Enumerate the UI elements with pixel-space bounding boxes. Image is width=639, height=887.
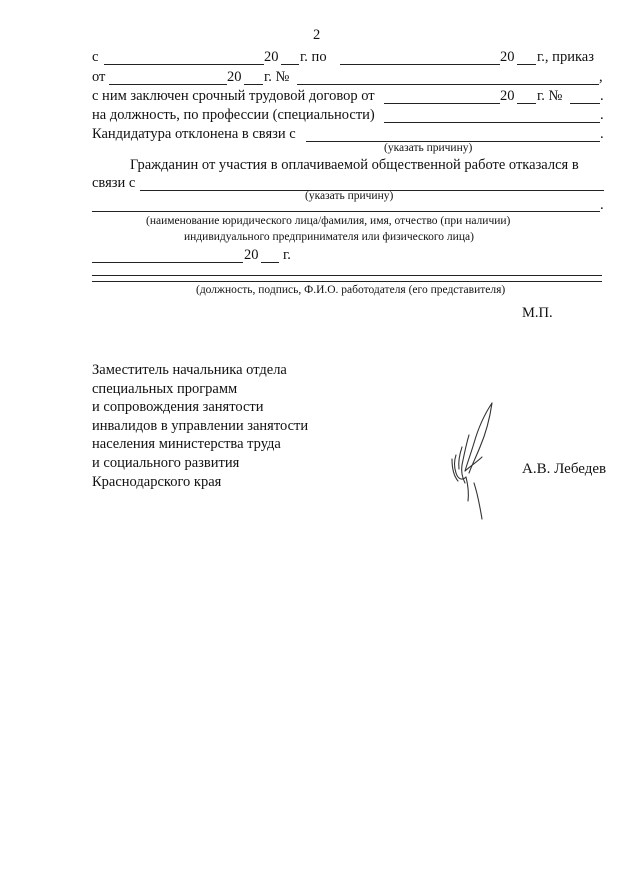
blank-line [261, 262, 279, 263]
blank-line [517, 103, 536, 104]
line5-dot: . [600, 126, 604, 142]
signatory-title-line: Краснодарского края [92, 473, 222, 490]
line2-number: г. № [264, 69, 290, 85]
hint-name-2: индивидуального предпринимателя или физического лица) [184, 231, 474, 243]
line1-s: с [92, 49, 99, 65]
line2-comma: , [599, 69, 603, 85]
blank-line [92, 281, 602, 282]
line2-year: 20 [227, 69, 242, 85]
blank-line [297, 84, 599, 85]
line1-year-a: 20 [264, 49, 279, 65]
signatory-title-line: и социального развития [92, 454, 240, 471]
blank-line [281, 64, 299, 65]
blank-line [92, 275, 602, 276]
line4-dot: . [600, 107, 604, 123]
stamp-place: М.П. [522, 305, 553, 321]
blank-line [517, 64, 536, 65]
signatory-title [92, 361, 308, 491]
blank-line [244, 84, 263, 85]
line3-dot: . [600, 88, 604, 104]
signatory-title-line: и сопровождения занятости [92, 399, 264, 416]
signatory-title-line: специальных программ [92, 380, 238, 397]
hint-name-1: (наименование юридического лица/фамилия, имя, отчество (при наличии) [146, 215, 511, 227]
paragraph2-line1: Гражданин от участия в оплачиваемой общественной работе отказался в [130, 157, 579, 173]
date-year: 20 [244, 247, 259, 263]
blank-line [92, 262, 243, 263]
line2-ot: от [92, 69, 106, 85]
blank-line [570, 103, 600, 104]
blank-line [384, 103, 500, 104]
signatory-name: А.В. Лебедев [522, 461, 607, 477]
paragraph2-line2: связи с [92, 175, 136, 191]
line3-year: 20 [500, 88, 515, 104]
line3-text: с ним заключен срочный трудовой договор от [92, 88, 375, 104]
signatory-title-line: инвалидов в управлении занятости [92, 417, 309, 434]
line4-text: на должность, по профессии (специальности) [92, 107, 375, 123]
blank-line [104, 64, 264, 65]
signatory-title-line: населения министерства труда [92, 436, 281, 453]
blank-line [340, 64, 500, 65]
page-number: 2 [313, 27, 321, 43]
line1-prikaz: г., приказ [537, 49, 594, 65]
blank-line [384, 122, 600, 123]
line3-number: г. № [537, 88, 563, 104]
date-g: г. [283, 247, 291, 263]
blank-line [92, 211, 600, 212]
hint-signature: (должность, подпись, Ф.И.О. работодателя (его представителя) [196, 284, 506, 296]
blank-line [109, 84, 227, 85]
line1-year-b: 20 [500, 49, 515, 65]
hint-reason-2: (указать причину) [305, 190, 394, 202]
line5-text: Кандидатура отклонена в связи с [92, 126, 296, 142]
handwritten-signature [438, 395, 508, 525]
signatory-title-line: Заместитель начальника отдела [92, 362, 287, 378]
line1-po: г. по [300, 49, 327, 65]
hint-reason-1: (указать причину) [384, 142, 473, 154]
line-dot: . [600, 197, 604, 213]
